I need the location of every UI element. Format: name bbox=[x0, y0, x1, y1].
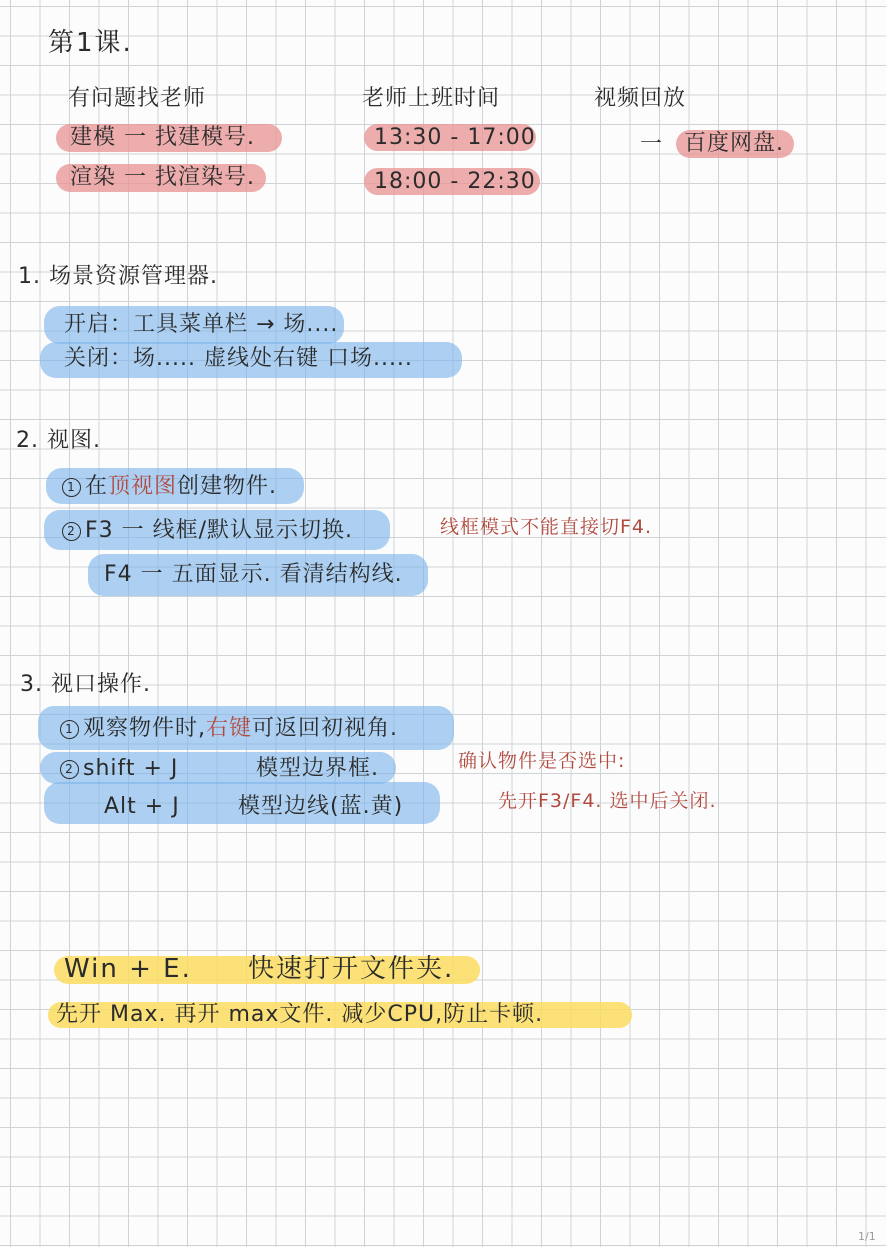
number-circle-icon: 1 bbox=[60, 720, 79, 739]
section3-item1-post: 可返回初视角. bbox=[252, 716, 399, 741]
section3-item2 bbox=[60, 758, 178, 780]
section3-note-1: 确认物件是否选中: bbox=[458, 750, 626, 772]
section3-item2-desc: 模型边界框. bbox=[256, 756, 379, 781]
tip1-key: Win + E. bbox=[64, 954, 192, 984]
number-circle-icon: 2 bbox=[60, 760, 79, 779]
section3-note-2: 先开F3/F4. 选中后关闭. bbox=[498, 790, 717, 812]
tip1-desc: 快速打开文件夹. bbox=[248, 954, 455, 984]
number-circle-icon: 1 bbox=[62, 478, 81, 497]
hours-title: 老师上班时间 bbox=[362, 86, 501, 111]
hours-2: 18:00 - 22:30 bbox=[374, 169, 536, 194]
contact-title: 有问题找老师 bbox=[68, 86, 207, 111]
section3-item1 bbox=[60, 718, 398, 740]
section1-open: 开启：工具菜单栏 → 场.... bbox=[64, 312, 339, 337]
lesson-title: 第1课. bbox=[48, 28, 133, 58]
number-circle-icon: 2 bbox=[62, 522, 81, 541]
section1-close: 关闭：场..... 虚线处右键 口场..... bbox=[64, 346, 413, 371]
page-number: 1/1 bbox=[858, 1230, 876, 1243]
section3-title: 3. 视口操作. bbox=[20, 672, 151, 697]
section2-item2 bbox=[62, 520, 353, 542]
section2-item1 bbox=[62, 476, 277, 498]
modeling-contact: 建模 一 找建模号. bbox=[70, 125, 255, 150]
section2-item2-text: F3 一 线框/默认显示切换. bbox=[85, 518, 354, 543]
section3-item1-highlight-text: 右键 bbox=[206, 716, 253, 741]
section2-title: 2. 视图. bbox=[16, 428, 101, 453]
section2-item1-highlight-text: 顶视图 bbox=[108, 474, 178, 499]
tip2: 先开 Max. 再开 max文件. 减少CPU,防止卡顿. bbox=[56, 1002, 544, 1027]
section3-item3-key: Alt + J bbox=[104, 794, 180, 819]
section1-title: 1. 场景资源管理器. bbox=[18, 264, 218, 289]
replay-dash: 一 bbox=[640, 132, 664, 157]
section2-note: 线框模式不能直接切F4. bbox=[440, 516, 653, 538]
replay-title: 视频回放 bbox=[594, 86, 687, 111]
section2-item3: F4 一 五面显示. 看清结构线. bbox=[104, 562, 403, 587]
replay-value: 百度网盘. bbox=[684, 131, 784, 156]
section3-item3-desc: 模型边线(蓝.黄) bbox=[238, 794, 404, 819]
rendering-contact: 渲染 一 找渲染号. bbox=[70, 165, 255, 190]
hours-1: 13:30 - 17:00 bbox=[374, 125, 536, 150]
section2-item1-pre: 在 bbox=[85, 474, 109, 499]
section2-item1-post: 创建物件. bbox=[177, 474, 278, 499]
section3-item1-pre: 观察物件时, bbox=[83, 716, 206, 741]
section3-item2-key: shift + J bbox=[83, 756, 179, 781]
